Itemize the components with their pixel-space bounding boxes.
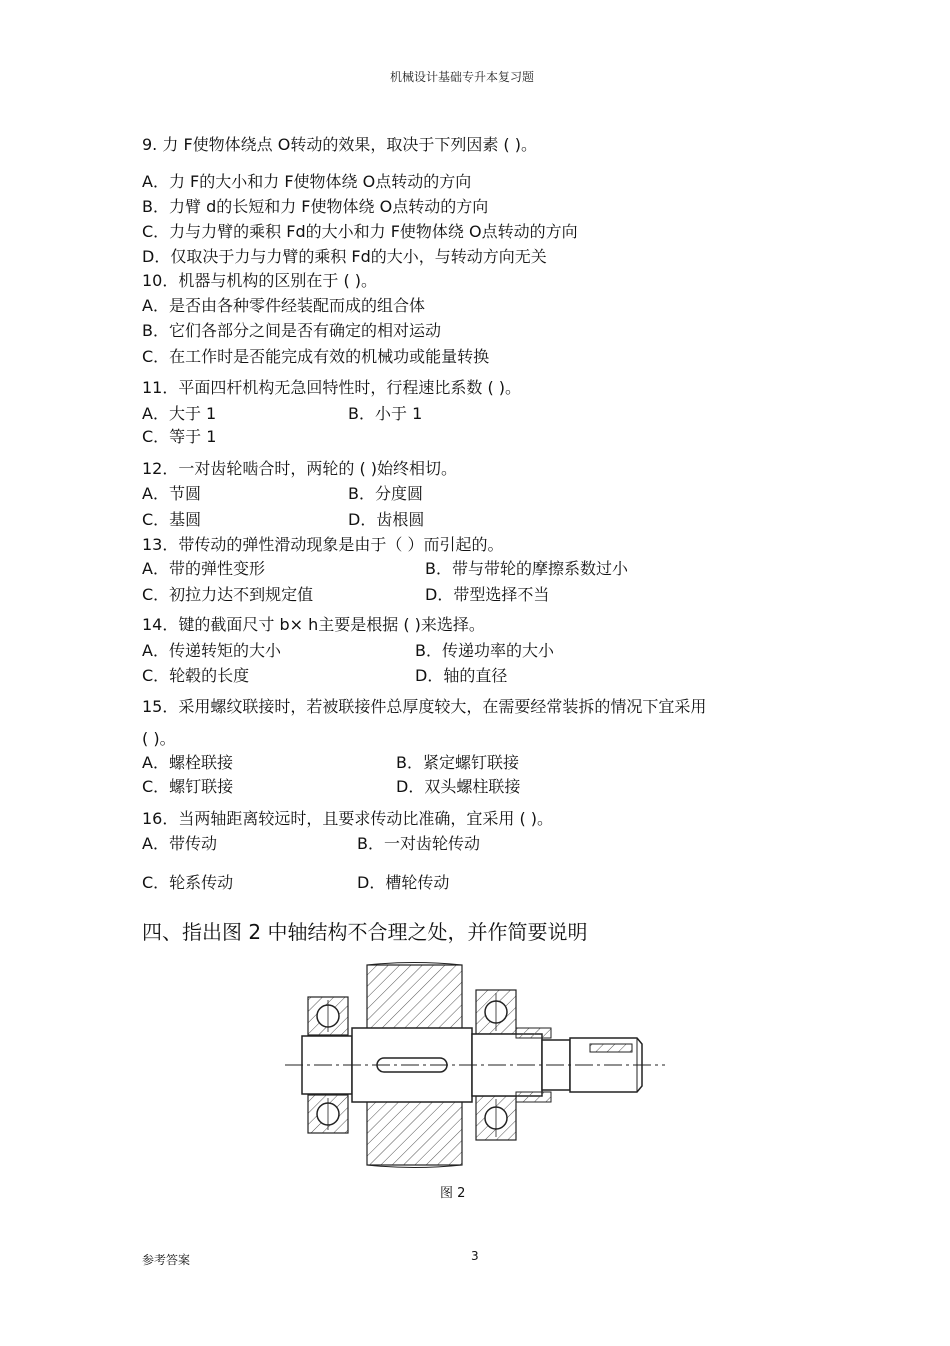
- q13-option-c: C．初拉力达不到规定值: [142, 585, 314, 604]
- q15-option-b: B．紧定螺钉联接: [396, 753, 519, 772]
- question-11: 11．平面四杆机构无急回特性时，行程速比系数 ( )。: [142, 378, 522, 397]
- q9-option-a: A．力 F的大小和力 F使物体绕 O点转动的方向: [142, 172, 472, 191]
- question-13: 13．带传动的弹性滑动现象是由于（ ）而引起的。: [142, 535, 504, 554]
- q13-option-d: D．带型选择不当: [425, 585, 550, 604]
- q16-option-a: A．带传动: [142, 834, 217, 853]
- footer-label: 参考答案: [142, 1253, 191, 1267]
- question-12: 12．一对齿轮啮合时，两轮的 ( )始终相切。: [142, 459, 458, 478]
- q11-option-b: B．小于 1: [348, 404, 423, 423]
- q15-option-c: C．螺钉联接: [142, 777, 234, 796]
- q13-option-a: A．带的弹性变形: [142, 559, 265, 578]
- q12-option-c: C．基圆: [142, 510, 202, 529]
- q12-option-b: B．分度圆: [348, 484, 423, 503]
- section-4-title: 四、指出图 2 中轴结构不合理之处，并作简要说明: [142, 920, 588, 944]
- keyway-end: [590, 1044, 632, 1052]
- q11-option-a: A．大于 1: [142, 404, 217, 423]
- q12-option-a: A．节圆: [142, 484, 201, 503]
- q12-option-d: D．齿根圆: [348, 510, 425, 529]
- q10-option-b: B．它们各部分之间是否有确定的相对运动: [142, 321, 441, 340]
- q10-option-c: C．在工作时是否能完成有效的机械功或能量转换: [142, 347, 490, 366]
- q16-option-d: D．槽轮传动: [357, 873, 450, 892]
- q14-option-a: A．传递转矩的大小: [142, 641, 281, 660]
- question-14: 14．键的截面尺寸 b× h主要是根据 ( )来选择。: [142, 615, 485, 634]
- q9-option-c: C．力与力臂的乘积 Fd的大小和力 F使物体绕 O点转动的方向: [142, 222, 578, 241]
- q13-option-b: B．带与带轮的摩擦系数过小: [425, 559, 628, 578]
- figure-caption: 图 2: [440, 1186, 466, 1201]
- page-header: 机械设计基础专升本复习题: [390, 70, 535, 84]
- shaft-structure-figure: [280, 960, 675, 1170]
- q9-option-b: B．力臂 d的长短和力 F使物体绕 O点转动的方向: [142, 197, 489, 216]
- q15-option-d: D．双头螺柱联接: [396, 777, 521, 796]
- q15-option-a: A．螺栓联接: [142, 753, 233, 772]
- question-9: 9. 力 F使物体绕点 O转动的效果，取决于下列因素 ( )。: [142, 135, 537, 154]
- question-10: 10．机器与机构的区别在于 ( )。: [142, 271, 378, 290]
- question-15-cont: ( )。: [142, 729, 176, 748]
- q10-option-a: A．是否由各种零件经装配而成的组合体: [142, 296, 425, 315]
- question-15: 15．采用螺纹联接时，若被联接件总厚度较大，在需要经常装拆的情况下宜采用: [142, 697, 707, 716]
- q14-option-c: C．轮毂的长度: [142, 666, 250, 685]
- q9-option-d: D．仅取决于力与力臂的乘积 Fd的大小，与转动方向无关: [142, 247, 547, 266]
- q16-option-b: B．一对齿轮传动: [357, 834, 480, 853]
- page-number: 3: [471, 1249, 479, 1263]
- question-16: 16．当两轴距离较远时，且要求传动比准确，宜采用 ( )。: [142, 809, 554, 828]
- q11-option-c: C．等于 1: [142, 427, 217, 446]
- q14-option-d: D．轴的直径: [415, 666, 508, 685]
- q16-option-c: C．轮系传动: [142, 873, 234, 892]
- q14-option-b: B．传递功率的大小: [415, 641, 554, 660]
